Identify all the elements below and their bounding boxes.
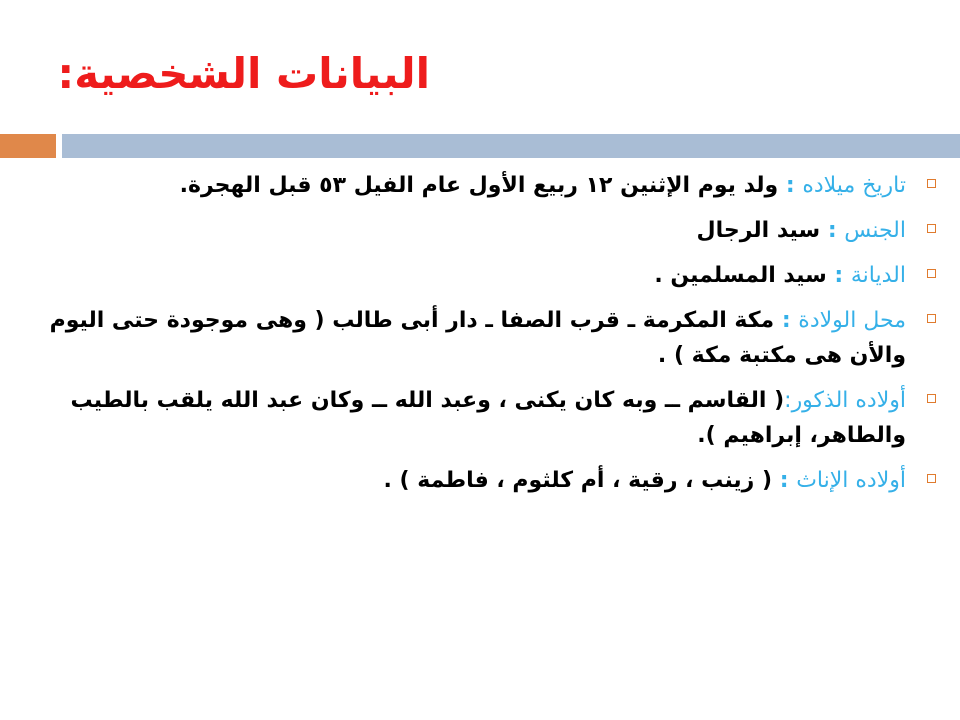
list-item-religion <box>14 258 942 293</box>
list-item-daughters <box>14 463 942 498</box>
square-bullet-icon <box>927 269 936 278</box>
list-item-birthdate <box>14 168 942 203</box>
square-bullet-icon <box>927 314 936 323</box>
square-bullet-icon <box>927 179 936 188</box>
bullet-list <box>14 168 942 508</box>
item-label: أولاده الإناث <box>796 468 906 493</box>
item-separator: : <box>774 308 799 333</box>
item-separator: : <box>784 388 792 413</box>
square-bullet-icon <box>927 394 936 403</box>
item-label: أولاده الذكور <box>791 388 906 413</box>
item-separator: : <box>778 173 803 198</box>
item-separator: : <box>772 468 797 493</box>
slide-title-text: البيانات الشخصية: <box>57 49 430 98</box>
square-bullet-icon <box>927 224 936 233</box>
list-item-sons <box>14 383 942 453</box>
item-value: سيد المسلمين . <box>654 263 827 288</box>
header-bar-accent <box>0 134 56 158</box>
item-separator: : <box>826 263 851 288</box>
list-item-birthplace <box>14 303 942 373</box>
list-item-gender <box>14 213 942 248</box>
item-label: تاريخ ميلاده <box>802 173 906 198</box>
item-label: محل الولادة <box>798 308 906 333</box>
item-value: مكة المكرمة ـ قرب الصفا ـ دار أبى طالب ( وهى موجودة حتى اليوم والأن هى مكتبة مكة ) . <box>49 308 906 368</box>
slide-title <box>57 44 430 104</box>
item-label: الديانة <box>850 263 906 288</box>
item-value: ( زينب ، رقية ، أم كلثوم ، فاطمة ) . <box>383 468 773 493</box>
item-value: ولد يوم الإثنين ١٢ ربيع الأول عام الفيل ٥٣ قبل الهجرة. <box>179 173 779 198</box>
item-value: سيد الرجال <box>696 218 821 243</box>
item-label: الجنس <box>844 218 906 243</box>
item-separator: : <box>820 218 845 243</box>
item-value: ( القاسم ــ وبه كان يكنى ، وعبد الله ــ وكان عبد الله يلقب بالطيب والطاهر، إبراهيم ). <box>70 388 906 448</box>
square-bullet-icon <box>927 474 936 483</box>
header-bar <box>62 134 960 158</box>
